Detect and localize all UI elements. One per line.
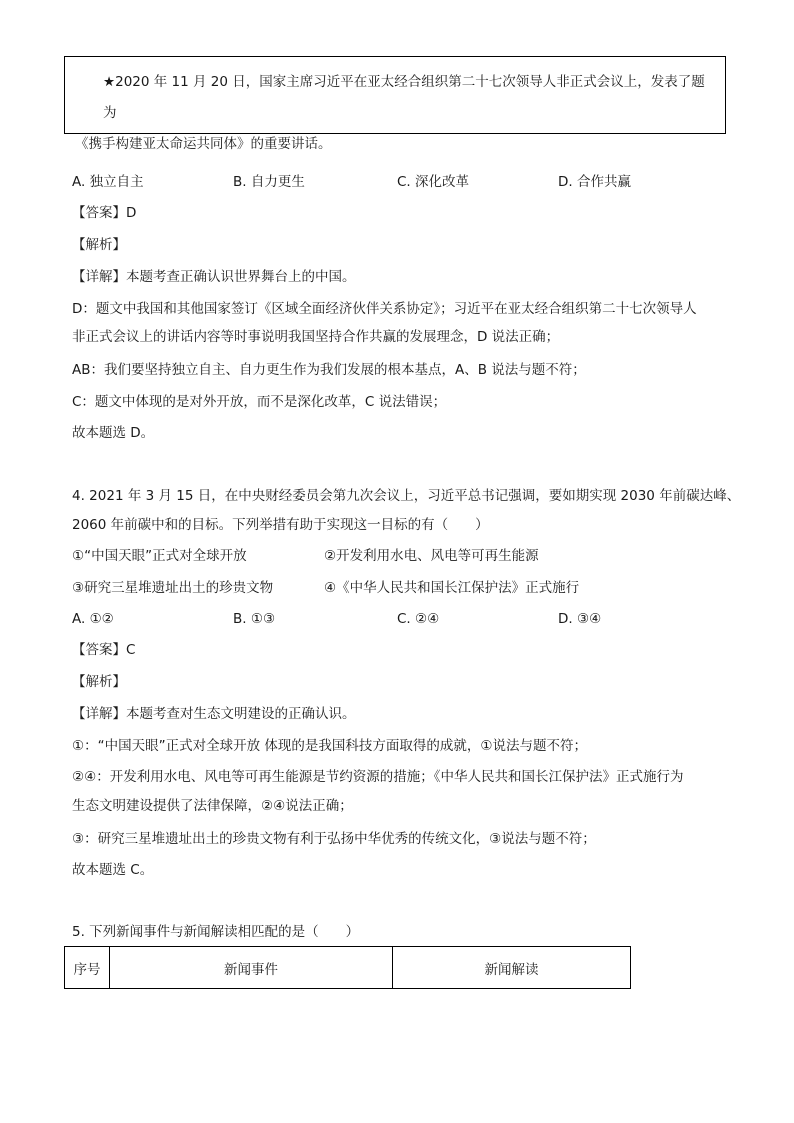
q4-analysis-label: 【解析】: [72, 674, 126, 690]
q3-option-b: B. 自力更生: [233, 174, 305, 190]
q3-conclusion: 故本题选 D。: [72, 425, 155, 441]
q3-analysis-label: 【解析】: [72, 237, 126, 253]
q4-stem-line-2: 2060 年前碳中和的目标。下列举措有助于实现这一目标的有（ ）: [72, 517, 489, 533]
q4-option-a: A. ①②: [72, 611, 114, 627]
material-line-1: ★2020 年 11 月 20 日，国家主席习近平在亚太经合组织第二十七次领导人非正式会议上，发表了题为: [103, 74, 705, 121]
q4-conclusion: 故本题选 C。: [72, 862, 154, 878]
q4-items-row-2: [72, 578, 732, 598]
q3-d-line-1: D：题文中我国和其他国家签订《区域全面经济伙伴关系协定》；习近平在亚太经合组织第二十七次领导人: [72, 301, 697, 317]
table-header-row: [65, 947, 631, 989]
q4-option-c: C. ②④: [397, 611, 440, 627]
q4-explain-line-2a: ②④：开发利用水电、风电等可再生能源是节约资源的措施；《中华人民共和国长江保护法》正式施行为: [72, 769, 684, 785]
q3-detail: 【详解】本题考查正确认识世界舞台上的中国。: [72, 269, 356, 285]
q4-item-1: ①“中国天眼”正式对全球开放: [72, 548, 247, 564]
q3-answer: 【答案】D: [72, 205, 137, 221]
q4-option-d: D. ③④: [558, 611, 602, 627]
material-line-2: 《携手构建亚太命运共同体》的重要讲话。: [75, 136, 332, 152]
q4-answer: 【答案】C: [72, 642, 136, 658]
q4-explain-line-3: ③：研究三星堆遗址出土的珍贵文物有利于弘扬中华优秀的传统文化，③说法与题不符；: [72, 831, 596, 847]
news-table: [64, 946, 631, 989]
q3-options: [72, 172, 732, 192]
table-header-index: 序号: [65, 947, 110, 989]
q3-ab-line: AB：我们要坚持独立自主、自力更生作为我们发展的根本基点，A、B 说法与题不符；: [72, 362, 586, 378]
q3-option-a: A. 独立自主: [72, 174, 144, 190]
q4-options: [72, 609, 732, 629]
q5-stem: 5. 下列新闻事件与新闻解读相匹配的是（ ）: [72, 924, 360, 940]
q4-item-2: ②开发利用水电、风电等可再生能源: [324, 548, 539, 564]
q4-explain-line-2b: 生态文明建设提供了法律保障，②④说法正确；: [72, 798, 353, 814]
q4-stem-line-1: 4. 2021 年 3 月 15 日，在中央财经委员会第九次会议上，习近平总书记强调，要如期实现 2030 年前碳达峰、: [72, 488, 741, 504]
q4-detail: 【详解】本题考查对生态文明建设的正确认识。: [72, 706, 356, 722]
q3-option-c: C. 深化改革: [397, 174, 470, 190]
material-box: [64, 56, 726, 152]
q4-item-4: ④《中华人民共和国长江保护法》正式施行: [324, 580, 580, 596]
table-header-event: 新闻事件: [110, 947, 393, 989]
q4-option-b: B. ①③: [233, 611, 276, 627]
q4-item-3: ③研究三星堆遗址出土的珍贵文物: [72, 580, 274, 596]
table-header-interpretation: 新闻解读: [393, 947, 631, 989]
q3-c-line: C：题文中体现的是对外开放，而不是深化改革，C 说法错误；: [72, 394, 447, 410]
q3-d-line-2: 非正式会议上的讲话内容等时事说明我国坚持合作共赢的发展理念，D 说法正确；: [72, 329, 560, 345]
q4-explain-line-1: ①：“中国天眼”正式对全球开放 体现的是我国科技方面取得的成就，①说法与题不符；: [72, 738, 587, 754]
q3-option-d: D. 合作共赢: [558, 174, 631, 190]
q4-items-row-1: [72, 546, 732, 566]
